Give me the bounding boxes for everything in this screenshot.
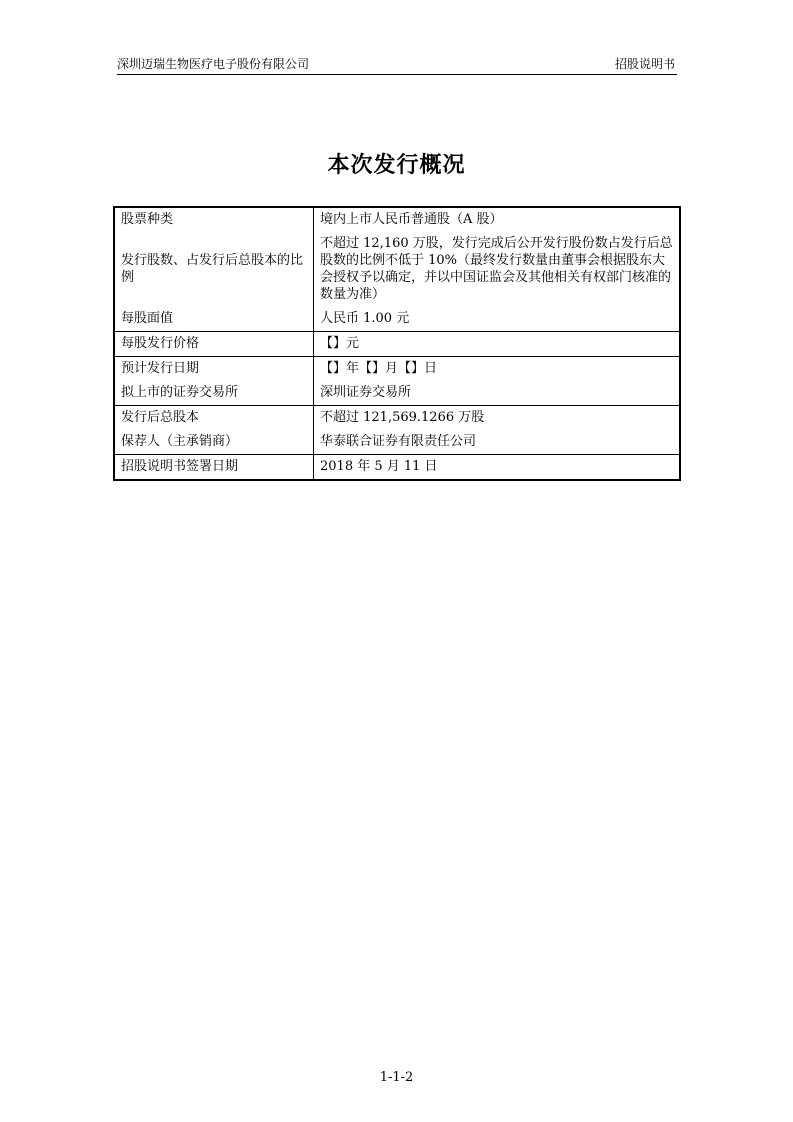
table-row — [114, 232, 680, 307]
page-header — [117, 56, 675, 74]
row-label-stock-type: 股票种类 — [114, 207, 314, 232]
row-label-issue-price: 每股发行价格 — [114, 332, 314, 357]
row-label-par-value: 每股面值 — [114, 307, 314, 332]
row-label-shares-issued: 发行股数、占发行后总股本的比例 — [114, 232, 314, 307]
table-row — [114, 357, 680, 382]
table-row — [114, 207, 680, 232]
row-label-exchange: 拟上市的证券交易所 — [114, 381, 314, 406]
row-value-issue-price: 【】元 — [314, 332, 681, 357]
row-value-stock-type: 境内上市人民币普通股（A 股） — [320, 212, 503, 227]
row-value-shares-issued: 不超过 12,160 万股，发行完成后公开发行股份数占发行后总股数的比例不低于 10%（最终发行数量由董事会根据股东大会授权予以确定，并以中国证监会及其他相关有权部门核准的数量为准） — [320, 236, 673, 302]
table-row — [114, 430, 680, 455]
row-label-signing-date: 招股说明书签署日期 — [114, 455, 314, 481]
row-label-total-shares: 发行后总股本 — [114, 406, 314, 431]
table-row — [114, 332, 680, 357]
header-document-type: 招股说明书 — [614, 57, 675, 71]
offering-overview-table — [113, 206, 681, 481]
header-company-name: 深圳迈瑞生物医疗电子股份有限公司 — [117, 57, 310, 71]
row-label-sponsor: 保荐人（主承销商） — [114, 430, 314, 455]
row-value-signing-date: 2018 年 5 月 11 日 — [314, 455, 681, 481]
row-value-issue-date: 【】年【】月【】日 — [314, 357, 681, 382]
table-row — [114, 307, 680, 332]
row-value-total-shares: 不超过 121,569.1266 万股 — [314, 406, 681, 431]
header-divider — [117, 74, 677, 75]
row-value-exchange: 深圳证券交易所 — [320, 385, 412, 400]
table-row — [114, 381, 680, 406]
page-number: 1-1-2 — [379, 1070, 414, 1085]
page-title: 本次发行概况 — [327, 153, 466, 178]
row-label-issue-date: 预计发行日期 — [114, 357, 314, 382]
row-value-par-value: 人民币 1.00 元 — [320, 311, 410, 326]
table-row — [114, 406, 680, 431]
row-value-sponsor: 华泰联合证券有限责任公司 — [320, 434, 477, 449]
table-row — [114, 455, 680, 481]
